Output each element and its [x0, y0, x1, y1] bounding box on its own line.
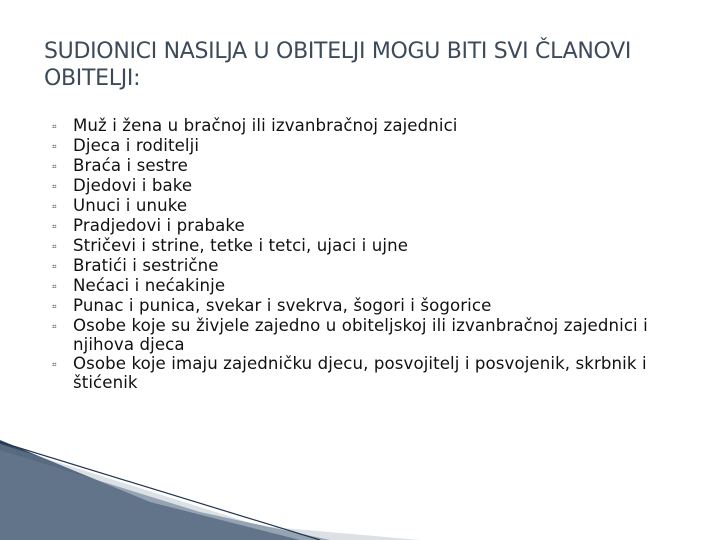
- list-item: [52, 236, 672, 256]
- bullet-icon: ⌗: [52, 360, 57, 369]
- list-item-text: Stričevi i strine, tetke i tetci, ujaci i ujne: [73, 236, 409, 255]
- list-item-text: Muž i žena u bračnoj ili izvanbračnoj zajednici: [73, 116, 458, 135]
- bullet-icon: ⌗: [52, 162, 57, 171]
- bullet-icon: ⌗: [52, 302, 57, 311]
- list-item: [52, 354, 672, 392]
- list-item: [52, 296, 672, 316]
- list-item-text: Djedovi i bake: [73, 176, 193, 195]
- decor-band-light: [0, 444, 420, 540]
- bullet-icon: ⌗: [52, 222, 57, 231]
- list-item: [52, 256, 672, 276]
- list-item: [52, 316, 672, 354]
- list-item-text: Nećaci i nećakinje: [73, 276, 226, 295]
- bullet-icon: ⌗: [52, 242, 57, 251]
- list-item: [52, 276, 672, 296]
- list-item: [52, 116, 672, 136]
- list-item-text: Osobe koje imaju zajedničku djecu, posvojitelj i posvojenik, skrbnik i štićenik: [73, 354, 647, 392]
- list-item: [52, 216, 672, 236]
- bullet-list: [52, 116, 672, 392]
- list-item: [52, 136, 672, 156]
- bullet-icon: ⌗: [52, 262, 57, 271]
- slide-title: SUDIONICI NASILJA U OBITELJI MOGU BITI SVI ČLANOVI OBITELJI:: [44, 39, 632, 91]
- list-item: [52, 176, 672, 196]
- bullet-icon: ⌗: [52, 282, 57, 291]
- bullet-icon: ⌗: [52, 202, 57, 211]
- corner-decoration: [0, 440, 720, 540]
- list-item-text: Unuci i unuke: [73, 196, 188, 215]
- list-item-text: Punac i punica, svekar i svekrva, šogori i šogorice: [73, 296, 492, 315]
- bullet-icon: ⌗: [52, 122, 57, 131]
- list-item: [52, 196, 672, 216]
- list-item-text: Braća i sestre: [73, 156, 188, 175]
- list-item-text: Pradjedovi i prabake: [73, 216, 245, 235]
- bullet-icon: ⌗: [52, 142, 57, 151]
- list-item: [52, 156, 672, 176]
- bullet-icon: ⌗: [52, 322, 57, 331]
- list-item-text: Osobe koje su živjele zajedno u obiteljskoj ili izvanbračnoj zajednici i njihova djeca: [73, 316, 648, 354]
- bullet-icon: ⌗: [52, 182, 57, 191]
- list-item-text: Djeca i roditelji: [73, 136, 200, 155]
- list-item-text: Bratići i sestrične: [73, 256, 219, 275]
